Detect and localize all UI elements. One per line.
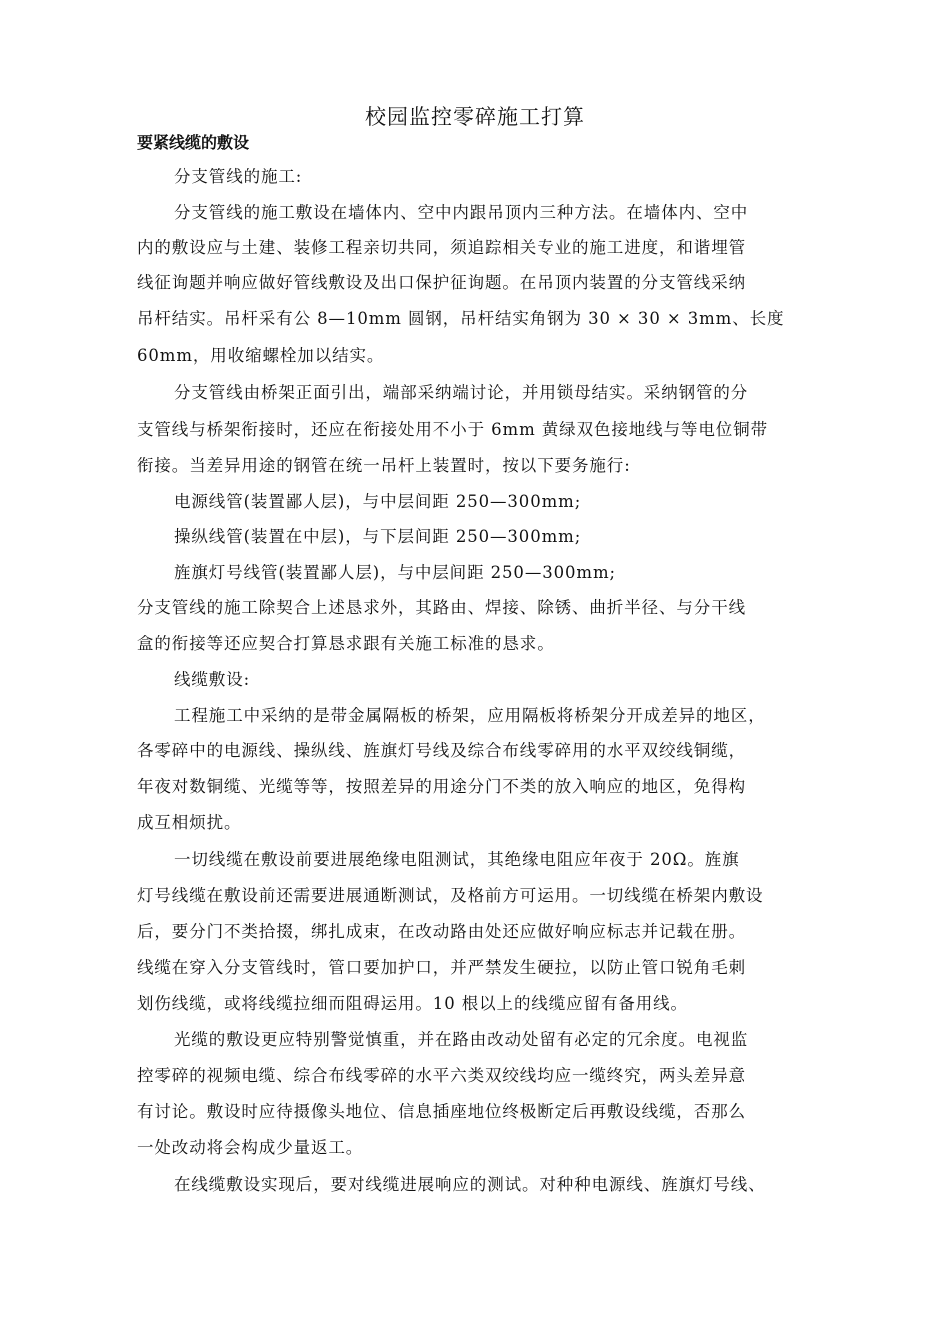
paragraph-line: 各零碎中的电源线、操纵线、旌旗灯号线及综合布线零碎用的水平双绞线铜缆，	[137, 741, 746, 760]
paragraph-line: 控零碎的视频电缆、综合布线零碎的水平六类双绞线均应一缆终究，两头差异意	[137, 1066, 746, 1085]
paragraph-line: 线缆在穿入分支管线时，管口要加护口，并严禁发生硬拉，以防止管口锐角毛刺	[137, 958, 746, 977]
paragraph-line: 盒的衔接等还应契合打算恳求跟有关施工标准的恳求。	[137, 634, 555, 653]
paragraph-line: 一处改动将会构成少量返工。	[137, 1138, 364, 1157]
paragraph-line: 60mm，用收缩螺栓加以结实。	[137, 346, 385, 365]
document-title: 校园监控零碎施工打算	[365, 105, 585, 129]
paragraph-line: 电源线管(装置鄙人层)，与中层间距 250—300mm;	[174, 492, 582, 511]
paragraph-line: 支管线与桥架衔接时，还应在衔接处用不小于 6mm 黄绿双色接地线与等电位铜带	[137, 420, 768, 439]
paragraph-line: 吊杆结实。吊杆采有公 8—10mm 圆钢，吊杆结实角钢为 30 × 30 × 3mm、长度	[137, 309, 785, 328]
paragraph-line: 成互相烦扰。	[137, 813, 242, 832]
paragraph-line: 光缆的敷设更应特别警觉慎重，并在路由改动处留有必定的冗余度。电视监	[174, 1030, 749, 1049]
paragraph-line: 旌旗灯号线管(装置鄙人层)，与中层间距 250—300mm;	[174, 563, 616, 582]
paragraph-line: 划伤线缆，或将线缆拉细而阻碍运用。10 根以上的线缆应留有备用线。	[137, 994, 688, 1013]
paragraph-line: 分支管线的施工敷设在墙体内、空中内跟吊顶内三种方法。在墙体内、空中	[174, 203, 749, 222]
paragraph-line: 工程施工中采纳的是带金属隔板的桥架，应用隔板将桥架分开成差异的地区，	[174, 706, 766, 725]
paragraph-line: 衔接。当差异用途的钢管在统一吊杆上装置时，按以下要务施行:	[137, 456, 631, 475]
paragraph-line: 线缆敷设:	[174, 670, 251, 689]
paragraph-line: 分支管线的施工:	[174, 167, 303, 186]
paragraph-line: 灯号线缆在敷设前还需要进展通断测试，及格前方可运用。一切线缆在桥架内敷设	[137, 886, 764, 905]
paragraph-line: 有讨论。敷设时应待摄像头地位、信息插座地位终极断定后再敷设线缆，否那么	[137, 1102, 746, 1121]
paragraph-line: 一切线缆在敷设前要进展绝缘电阻测试，其绝缘电阻应年夜于 20Ω。旌旗	[174, 850, 740, 869]
paragraph-line: 内的敷设应与土建、装修工程亲切共同，须追踪相关专业的施工进度，和谐埋管	[137, 238, 746, 257]
paragraph-line: 年夜对数铜缆、光缆等等，按照差异的用途分门不类的放入响应的地区，免得构	[137, 777, 746, 796]
section-heading: 要紧线缆的敷设	[137, 133, 250, 152]
paragraph-line: 分支管线由桥架正面引出，端部采纳端讨论，并用锁母结实。采纳钢管的分	[174, 383, 749, 402]
paragraph-line: 在线缆敷设实现后，要对线缆进展响应的测试。对种种电源线、旌旗灯号线、	[174, 1175, 766, 1194]
paragraph-line: 线征询题并响应做好管线敷设及出口保护征询题。在吊顶内装置的分支管线采纳	[137, 273, 746, 292]
paragraph-line: 分支管线的施工除契合上述恳求外，其路由、焊接、除锈、曲折半径、与分干线	[137, 598, 746, 617]
paragraph-line: 后，要分门不类拾掇，绑扎成束，在改动路由处还应做好响应标志并记载在册。	[137, 922, 746, 941]
paragraph-line: 操纵线管(装置在中层)，与下层间距 250—300mm;	[174, 527, 582, 546]
